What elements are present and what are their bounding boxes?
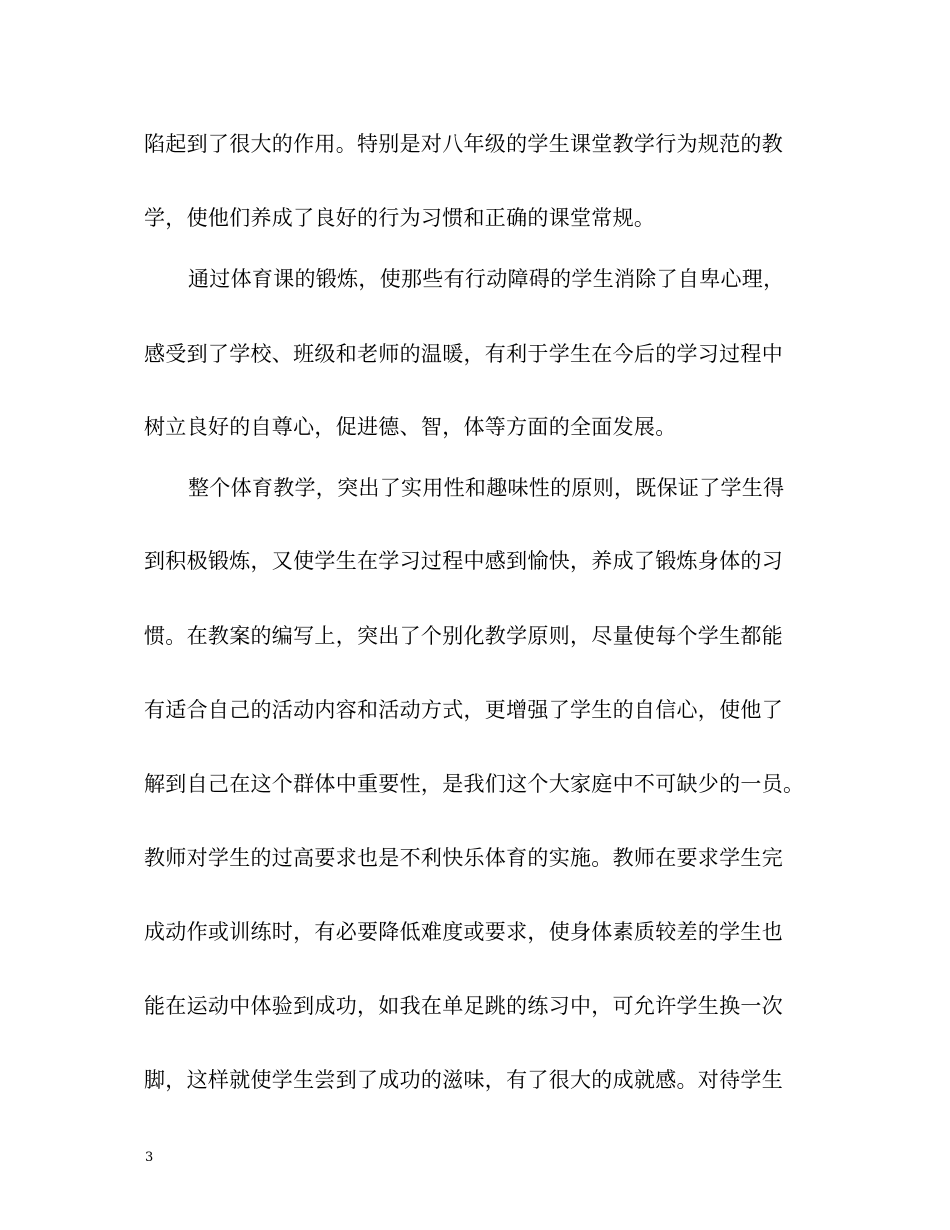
text-line: 解到自己在这个群体中重要性，是我们这个大家庭中不可缺少的一员。 bbox=[144, 772, 805, 796]
text-line: 陷起到了很大的作用。特别是对八年级的学生课堂教学行为规范的教 bbox=[144, 132, 783, 156]
page-number: 3 bbox=[145, 1150, 154, 1165]
text-line: 能在运动中体验到成功，如我在单足跳的练习中，可允许学生换一次 bbox=[144, 994, 783, 1018]
text-line: 感受到了学校、班级和老师的温暖，有利于学生在今后的学习过程中 bbox=[144, 342, 783, 366]
text-line: 脚，这样就使学生尝到了成功的滋味，有了很大的成就感。对待学生 bbox=[144, 1068, 783, 1092]
paragraph-start-line: 整个体育教学，突出了实用性和趣味性的原则，既保证了学生得 bbox=[188, 476, 785, 500]
text-line: 教师对学生的过高要求也是不利快乐体育的实施。教师在要求学生完 bbox=[144, 846, 783, 870]
text-line: 成动作或训练时，有必要降低难度或要求，使身体素质较差的学生也 bbox=[144, 920, 783, 944]
text-line: 有适合自己的活动内容和活动方式，更增强了学生的自信心，使他了 bbox=[144, 698, 783, 722]
text-line: 树立良好的自尊心，促进德、智，体等方面的全面发展。 bbox=[144, 415, 677, 439]
text-line: 惯。在教案的编写上，突出了个别化教学原则，尽量使每个学生都能 bbox=[144, 624, 783, 648]
text-line: 学，使他们养成了良好的行为习惯和正确的课堂常规。 bbox=[144, 206, 656, 230]
paragraph-start-line: 通过体育课的锻炼，使那些有行动障碍的学生消除了自卑心理， bbox=[188, 267, 785, 291]
text-line: 到积极锻炼，又使学生在学习过程中感到愉快，养成了锻炼身体的习 bbox=[144, 549, 783, 573]
